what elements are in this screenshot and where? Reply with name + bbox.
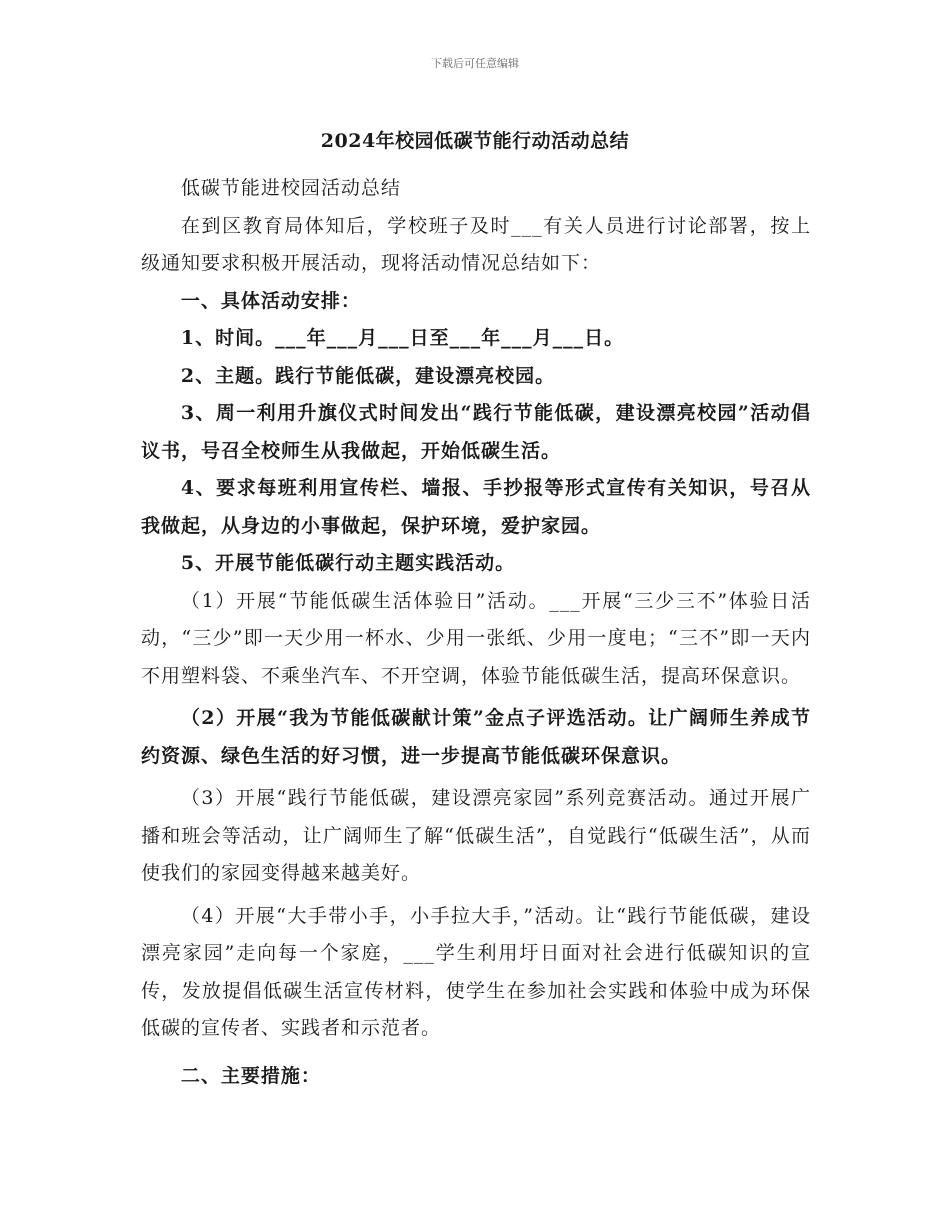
- sub-item-4: （4）开展“大手带小手，小手拉大手，”活动。让“践行节能低碳，建设漂亮家园”走向每一个家庭，___学生利用圩日面对社会进行低碳知识的宣传，发放提倡低碳生活宣传材料，使学生在参加社会实践和体验中成为环保低碳的宣传者、实践者和示范者。: [141, 904, 811, 1039]
- document-title: 2024年校园低碳节能行动活动总结: [320, 130, 630, 152]
- sub-item-1: （1）开展“节能低碳生活体验日”活动。___开展“三少三不”体验日活动，“三少”即一天少用一杯水、少用一张纸、少用一度电；“三不”即一天内不用塑料袋、不乘坐汽车、不开空调，体验节能低碳生活，提高环保意识。: [141, 589, 811, 687]
- section-heading-measures: 二、主要措施：: [180, 1064, 321, 1087]
- sub-item-3: （3）开展“践行节能低碳，建设漂亮家园”系列竞赛活动。通过开展广播和班会等活动，让广阔师生了解“低碳生活”，自觉践行“低碳生活”，从而使我们的家园变得越来越美好。: [141, 787, 811, 884]
- item-time: 1、时间。___年___月___日至___年___月___日。: [180, 327, 625, 349]
- item-proposal: 3、周一利用升旗仪式时间发出“践行节能低碳，建设漂亮校园”活动倡议书，号召全校师生从我做起，开始低碳生活。: [141, 402, 811, 462]
- intro-paragraph: 在到区教育局体知后，学校班子及时___有关人员进行讨论部署，按上级通知要求积极开展活动，现将活动情况总结如下：: [141, 214, 811, 274]
- item-theme: 2、主题。践行节能低碳，建设漂亮校园。: [180, 364, 556, 387]
- sub-item-2: （2）开展“我为节能低碳献计策”金点子评选活动。让广阔师生养成节约资源、绿色生活的好习惯，进一步提高节能低碳环保意识。: [141, 707, 811, 767]
- header-note: 下载后可任意编辑: [431, 57, 519, 70]
- document-body: [141, 170, 811, 1095]
- item-practice: 5、开展节能低碳行动主题实践活动。: [180, 552, 516, 574]
- subtitle-paragraph: 低碳节能进校园活动总结: [180, 177, 401, 199]
- section-heading-activities: 一、具体活动安排：: [180, 289, 361, 312]
- item-publicity: 4、要求每班利用宣传栏、墙报、手抄报等形式宣传有关知识，号召从我做起，从身边的小事做起，保护环境，爱护家园。: [141, 477, 811, 537]
